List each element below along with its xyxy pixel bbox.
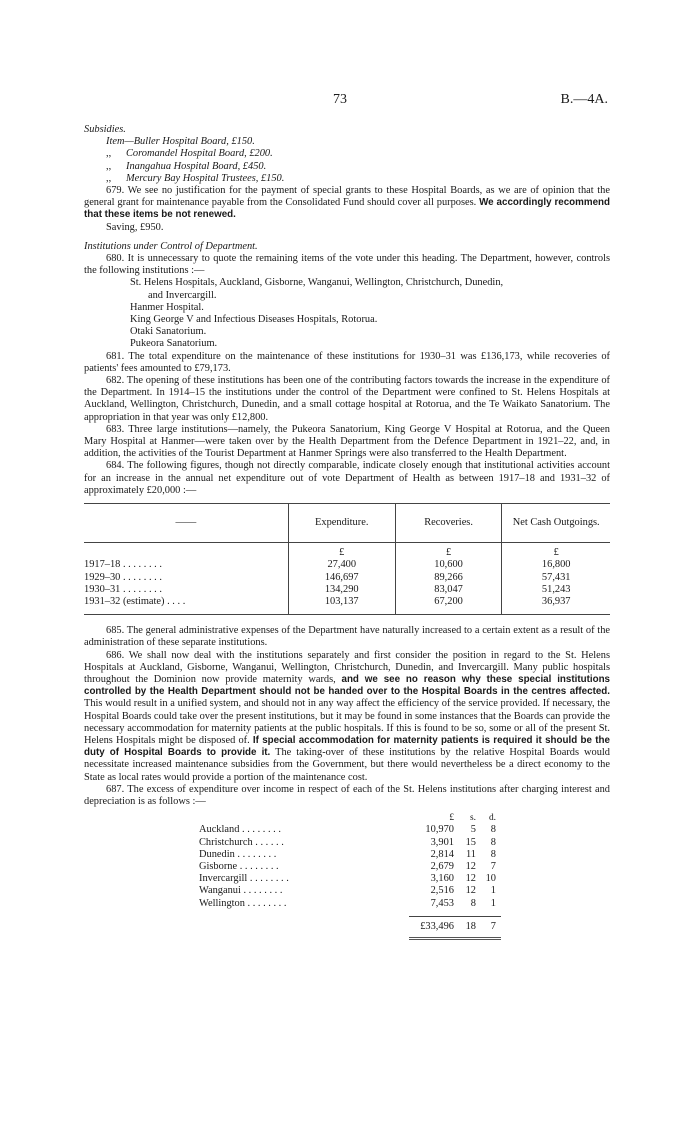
cell-net: 51,243 xyxy=(502,584,610,596)
pence-value: 1 xyxy=(490,897,496,909)
table-blank-header: —— xyxy=(84,504,288,543)
cell-net: 36,937 xyxy=(502,596,610,615)
paragraph-680: 680. It is unnecessary to quote the remaining items of the vote under this heading. The Department, however, controls the following institutions :— xyxy=(84,253,610,277)
paragraph-682: 682. The opening of these institutions has been one of the contributing factors towards the increase in the expenditure of the Department. In 1914–15 the institutions under the control of the Department were confined to St. Helens Hospitals at Auckland, Wellington, Christchurch, Dunedin, and a small cottage hospital at Rotorua, and the Te Waikato Sanatorium. The appropriation in that year was only £12,800. xyxy=(84,375,610,423)
hospital-name: Wanganui . . . . . . . . xyxy=(199,885,283,897)
page-number: 73 xyxy=(333,92,347,107)
subsidy-item-text: Buller Hospital Board, £150. xyxy=(133,136,255,148)
paragraph-681: 681. The total expenditure on the maintenance of these institutions for 1930–31 was £136,173, while recoveries of patients' fees amounted to £79,173. xyxy=(84,350,610,374)
expenditure-table xyxy=(84,503,610,615)
subsidy-item-text: Coromandel Hospital Board, £200. xyxy=(126,148,273,160)
cell-net: 57,431 xyxy=(502,572,610,584)
pounds-value: 2,814 xyxy=(430,848,454,860)
pence-value: 8 xyxy=(490,848,496,860)
institution-item: Otaki Sanatorium. xyxy=(130,326,207,338)
document-code: B.—4A. xyxy=(560,92,608,107)
list-item xyxy=(199,861,610,873)
paragraph-686 xyxy=(84,650,610,784)
shillings-value: 12 xyxy=(465,885,476,897)
paragraph-684: 684. The following figures, though not directly comparable, indicate closely enough that institutional activities account for an increase in the annual net expenditure out of vote Department of Health as between 1917–18 and 1931–32 of approximately £20,000 :— xyxy=(84,460,610,496)
cell-expenditure: 146,697 xyxy=(288,572,395,584)
cell-recoveries: 89,266 xyxy=(395,572,502,584)
shillings-value: 5 xyxy=(470,824,476,836)
shillings-header: s. xyxy=(470,813,476,824)
shillings-value: 12 xyxy=(465,873,476,885)
pounds-value: 10,970 xyxy=(425,824,454,836)
paragraph-679-text: 679. We see no justification for the payment of special grants to these Hospital Boards, as we are of opinion that the general grant for maintenance payable from the Consolidated Fund should cover all purposes. xyxy=(84,185,610,209)
paragraph-683: 683. Three large institutions—namely, the Pukeora Sanatorium, King George V Hospital at Rotorua, and the Queen Mary Hospital at Hanmer—were taken over by the Health Department from the Defence Department in 1921–22, and, in addition, the activities of the Tourist Department at Hanmer Springs were also transferred to the Health Department. xyxy=(84,423,610,460)
paragraph-686-recommendation: and we see no reason why these special institutions controlled by the Health Department should not be handed over to the Hospital Boards in the centres affected. xyxy=(84,673,610,698)
subsidy-item xyxy=(84,148,610,160)
institution-item: King George V and Infectious Diseases Hospitals, Rotorua. xyxy=(130,314,378,326)
list-item xyxy=(199,824,610,836)
paragraph-679 xyxy=(84,185,610,222)
subsidy-item-text: Mercury Bay Hospital Trustees, £150. xyxy=(126,172,285,184)
cell-net: 16,800 xyxy=(502,559,610,571)
cell-expenditure: 27,400 xyxy=(288,559,395,571)
institutions-heading: Institutions under Control of Department. xyxy=(84,240,258,252)
pounds-value: 7,453 xyxy=(430,897,454,909)
pounds-value: 2,516 xyxy=(430,885,454,897)
institution-item-continued: and Invercargill. xyxy=(148,289,217,301)
pence-value: 10 xyxy=(485,873,496,885)
pence-value: 7 xyxy=(490,860,496,872)
pounds-value: 3,901 xyxy=(430,836,454,848)
list-item xyxy=(199,885,610,897)
shillings-value: 8 xyxy=(470,897,476,909)
list-item xyxy=(199,873,610,885)
pounds-value: 2,679 xyxy=(430,860,454,872)
cell-expenditure: 134,290 xyxy=(288,584,395,596)
ditto-mark: ,, xyxy=(106,148,112,160)
hospital-name: Gisborne . . . . . . . . xyxy=(199,860,279,872)
pounds-header: £ xyxy=(449,813,454,824)
cell-recoveries: 83,047 xyxy=(395,584,502,596)
item-prefix: Item— xyxy=(106,136,134,148)
institution-item: St. Helens Hospitals, Auckland, Gisborne, Wanganui, Wellington, Christchurch, Dunedin, xyxy=(130,277,504,289)
cell-recoveries: 67,200 xyxy=(395,596,502,615)
pence-header: d. xyxy=(488,813,496,824)
institution-item: Pukeora Sanatorium. xyxy=(130,338,218,350)
table-row xyxy=(84,559,610,571)
hospital-name: Dunedin . . . . . . . . xyxy=(199,848,277,860)
paragraph-686-recommendation: If special accommodation for maternity patients is required it should be the duty of Hospital Boards to provide it. xyxy=(84,734,610,759)
total-pounds: £33,496 xyxy=(420,920,454,932)
paragraph-686-text: 686. We shall now deal with the institutions separately and first consider the position in regard to the St. Helens Hospitals at Auckland, Gisborne, Wanganui, Wellington, Christchurch, Dunedin, and Invercargill. Many public hospitals throughout the Dominion now provide maternity wards, xyxy=(84,649,610,685)
list-item xyxy=(199,837,610,849)
currency-symbol: £ xyxy=(395,543,502,560)
institution-item: Hanmer Hospital. xyxy=(130,301,204,313)
hospital-name: Invercargill . . . . . . . . xyxy=(199,873,289,885)
ditto-mark: ,, xyxy=(106,172,112,184)
total-shillings: 18 xyxy=(465,920,476,932)
subsidy-item xyxy=(84,173,610,185)
ditto-mark: ,, xyxy=(106,160,112,172)
list-item xyxy=(199,849,610,861)
hospital-name: Christchurch . . . . . . xyxy=(199,836,284,848)
hospital-excess-list xyxy=(199,812,610,940)
document-body xyxy=(84,124,610,940)
list-item xyxy=(199,898,610,910)
row-label: 1930–31 . . . . . . . . xyxy=(84,583,162,595)
total-double-rule xyxy=(409,937,501,940)
subsidy-item-text: Inangahua Hospital Board, £450. xyxy=(126,160,267,172)
subsidy-item xyxy=(84,161,610,173)
column-header-recoveries: Recoveries. xyxy=(395,504,502,543)
shillings-value: 11 xyxy=(465,848,476,860)
table-row xyxy=(84,584,610,596)
currency-symbol: £ xyxy=(288,543,395,560)
paragraph-686-text: This would result in a unified system, and should not in any way affect the efficiency of the service provided. If necessary, the Hospital Boards could take over the present institutions, but it may be found in some instances that the Boards can provide the necessary accommodation for maternity patients at the public hospitals. If this is found to be so, some or all of the present St. Helens Hospitals might be disposed of. xyxy=(84,698,610,746)
paragraph-679-recommendation: We accordingly recommend that these items be not renewed. xyxy=(84,197,611,221)
pence-value: 8 xyxy=(490,824,496,836)
saving-note: Saving, £950. xyxy=(106,221,164,233)
table-row xyxy=(84,596,610,615)
table-row xyxy=(84,572,610,584)
hospital-name: Auckland . . . . . . . . xyxy=(199,824,281,836)
hospital-name: Wellington . . . . . . . . xyxy=(199,897,287,909)
shillings-value: 15 xyxy=(465,836,476,848)
institution-list xyxy=(84,277,610,350)
column-header-net: Net Cash Outgoings. xyxy=(502,504,610,543)
total-rule xyxy=(409,916,501,917)
currency-symbol: £ xyxy=(502,543,610,560)
pence-value: 1 xyxy=(490,885,496,897)
total-row xyxy=(199,921,610,933)
column-header-expenditure: Expenditure. xyxy=(288,504,395,543)
pence-value: 8 xyxy=(490,836,496,848)
cell-expenditure: 103,137 xyxy=(288,596,395,615)
shillings-value: 12 xyxy=(465,860,476,872)
list-header xyxy=(199,812,610,824)
row-label: 1929–30 . . . . . . . . xyxy=(84,571,162,583)
pounds-value: 3,160 xyxy=(430,873,454,885)
total-pence: 7 xyxy=(490,920,496,932)
row-label: 1931–32 (estimate) . . . . xyxy=(84,596,288,615)
cell-recoveries: 10,600 xyxy=(395,559,502,571)
row-label: 1917–18 . . . . . . . . xyxy=(84,559,162,571)
paragraph-687: 687. The excess of expenditure over income in respect of each of the St. Helens institutions after charging interest and depreciation is as follows :— xyxy=(84,783,610,807)
paragraph-685: 685. The general administrative expenses of the Department have naturally increased to a certain extent as a result of the administration of these separate institutions. xyxy=(84,625,610,649)
subsidies-heading: Subsidies. xyxy=(84,124,126,135)
paragraph-686-text: The taking-over of these institutions by the relative Hospital Boards would necessitate increased maintenance subsidies from the Government, but there would nevertheless be a direct economy to the State as local rates would provide a portion of the maintenance cost. xyxy=(84,747,610,783)
subsidy-item xyxy=(84,136,610,148)
